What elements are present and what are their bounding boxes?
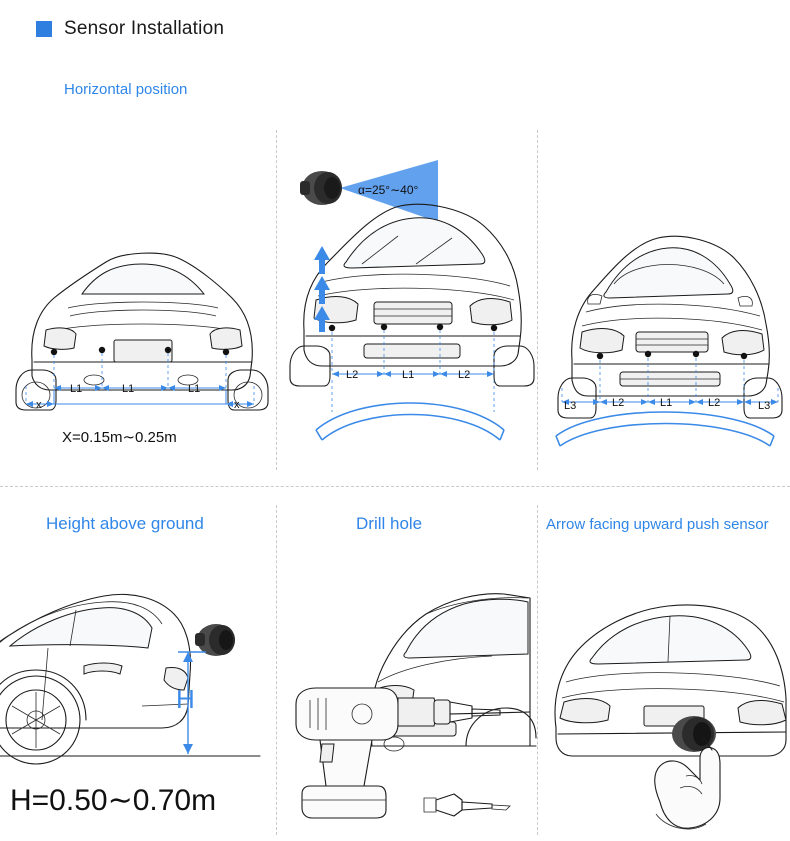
section-label-horizontal-position: Horizontal position (64, 81, 188, 98)
divider-vertical-2 (537, 130, 538, 470)
sensor-icon (300, 171, 342, 205)
bullet-square-icon (36, 21, 52, 37)
diagram-drill-hole (286, 548, 536, 818)
upward-arrows-icon (314, 246, 330, 332)
drill-bit-icon (424, 794, 510, 816)
label-l1-b: L1 (122, 383, 135, 395)
divider-horizontal-1 (0, 486, 790, 487)
diagram-front-car-angle (288, 150, 533, 460)
drill-icon (296, 688, 500, 818)
section-label-drill-hole: Drill hole (356, 514, 423, 533)
label-x-left: x (36, 399, 42, 411)
diagram-height-above-ground (0, 548, 272, 828)
diagram-front-car-spacing (548, 188, 788, 458)
label-x-right: x (234, 399, 240, 411)
label-l2-left: L2 (346, 369, 359, 381)
label-l2-right: L2 (458, 369, 471, 381)
label-h-formula: H=0.50∼0.70m (10, 784, 217, 817)
diagram-push-sensor (548, 552, 790, 832)
label-l2-left-2: L2 (612, 397, 625, 409)
divider-vertical-3 (276, 505, 277, 835)
section-label-height-above-ground: Height above ground (46, 514, 204, 533)
label-l3-left: L3 (564, 400, 577, 412)
sensor-icon-height (195, 624, 235, 656)
label-l3-right: L3 (758, 400, 771, 412)
label-l2-right-2: L2 (708, 397, 721, 409)
page-title: Sensor Installation (64, 18, 225, 39)
label-l1-center-2: L1 (660, 397, 673, 409)
label-angle: α=25°∼40° (358, 183, 419, 197)
note-x-range: X=0.15m∼0.25m (62, 429, 177, 446)
divider-vertical-1 (276, 130, 277, 470)
label-l1-center: L1 (402, 369, 415, 381)
label-l1-a: L1 (70, 383, 83, 395)
label-l1-c: L1 (188, 383, 201, 395)
section-label-arrow-facing-upward: Arrow facing upward push sensor (546, 516, 769, 533)
label-h-marker: H (176, 684, 195, 714)
diagram-rear-car-spacing (10, 190, 270, 460)
divider-vertical-4 (537, 505, 538, 835)
page-header (36, 18, 224, 40)
